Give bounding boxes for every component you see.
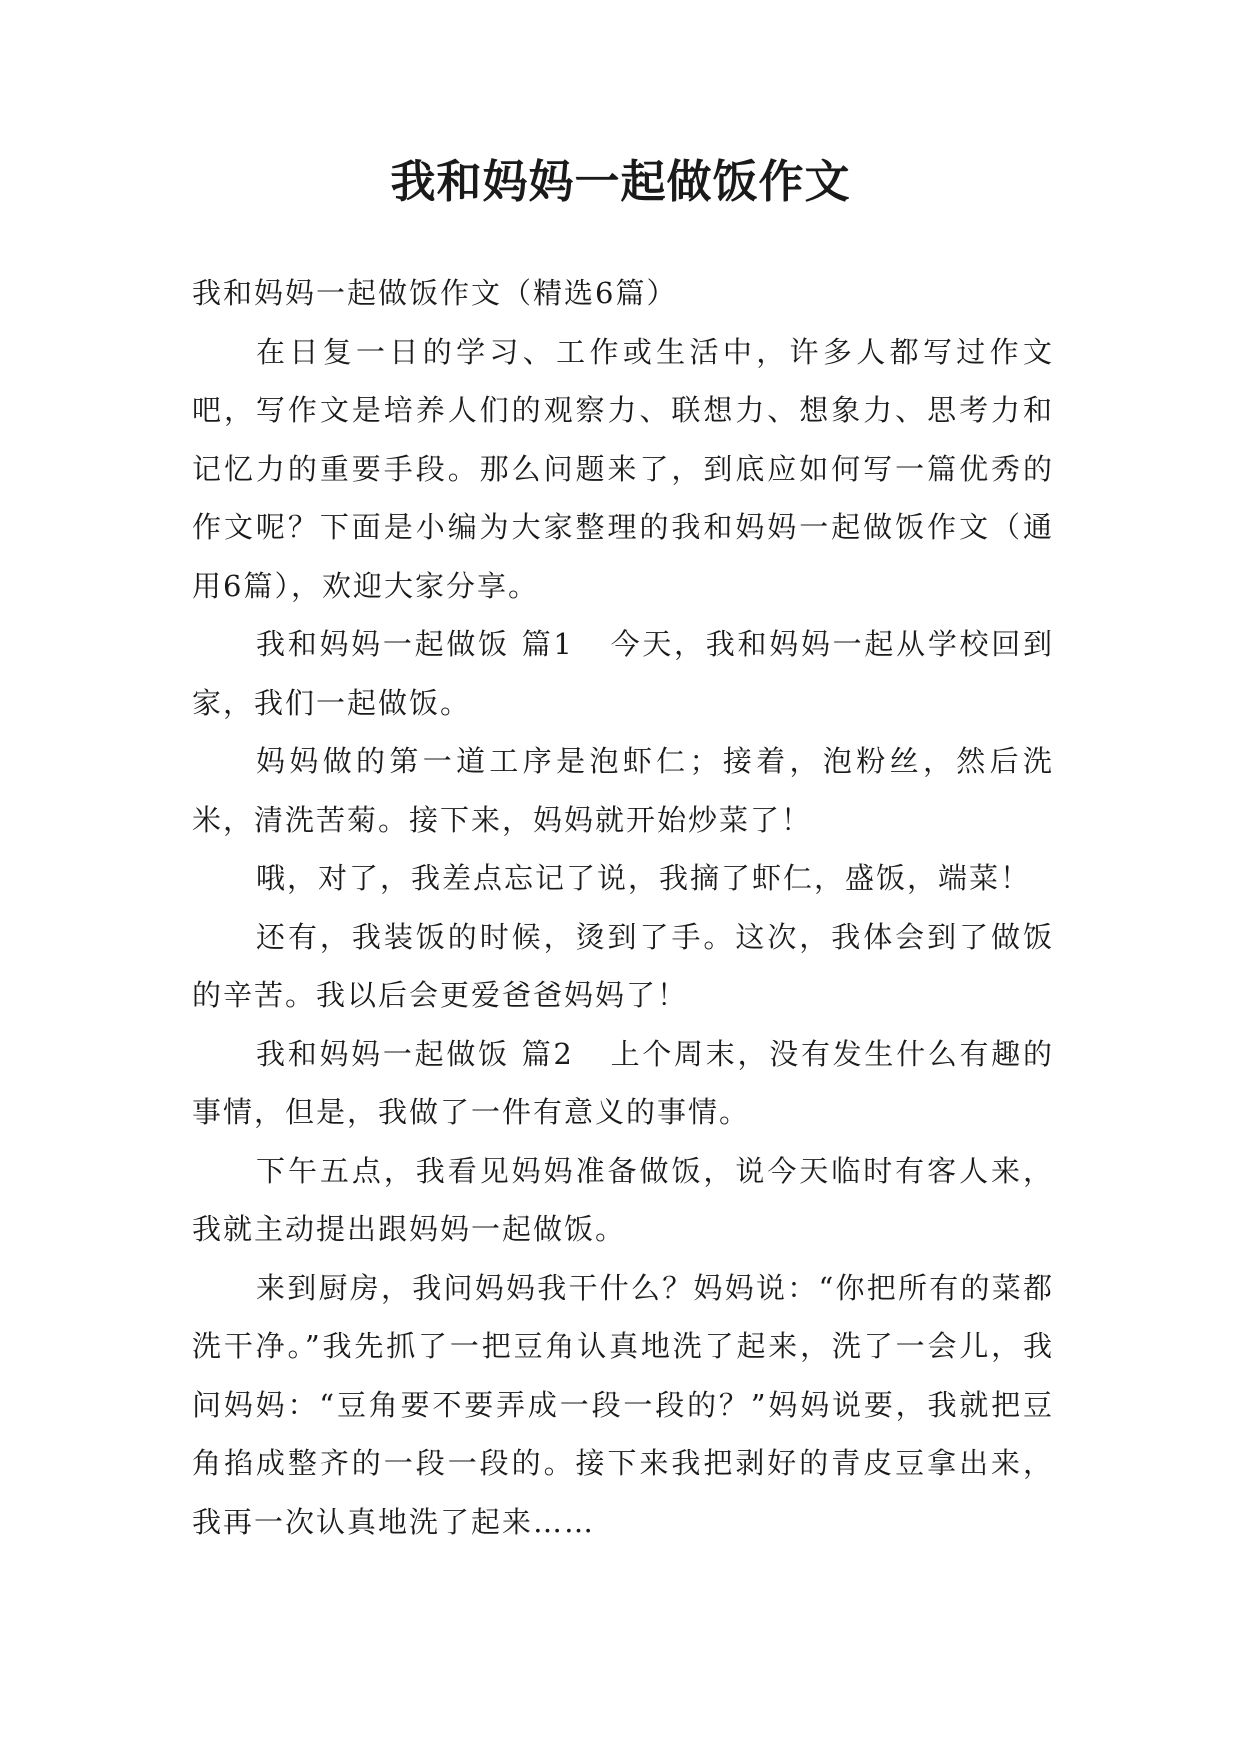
article-2-paragraph: 下午五点，我看见妈妈准备做饭，说今天临时有客人来，我就主动提出跟妈妈一起做饭。	[192, 1153, 1054, 1246]
document-title: 我和妈妈一起做饭作文	[390, 155, 851, 208]
article-1-paragraph: 还有，我装饭的时候，烫到了手。这次，我体会到了做饭的辛苦。我以后会更爱爸爸妈妈了！	[192, 919, 1054, 1012]
article-1-paragraph: 哦，对了，我差点忘记了说，我摘了虾仁，盛饭，端菜！	[256, 861, 1032, 895]
article-1-heading: 我和妈妈一起做饭 篇1	[256, 627, 574, 661]
article-2-heading: 我和妈妈一起做饭 篇2	[256, 1036, 574, 1071]
article-2-first-sentence: 上个周末，没有发生什么有趣的事情，但是，我做了一件有意义的事情。	[192, 1036, 1054, 1129]
article-1-first-sentence: 今天，我和妈妈一起从学校回到家，我们一起做饭。	[192, 627, 1054, 720]
article-1-paragraph: 妈妈做的第一道工序是泡虾仁；接着，泡粉丝，然后洗米，清洗苦菊。接下来，妈妈就开始炒菜了！	[192, 744, 1054, 837]
intro-paragraph: 在日复一日的学习、工作或生活中，许多人都写过作文吧，写作文是培养人们的观察力、联想力、想象力、思考力和记忆力的重要手段。那么问题来了，到底应如何写一篇优秀的作文呢？下面是小编为大家整理的我和妈妈一起做饭作文（通用6篇），欢迎大家分享。	[192, 334, 1054, 603]
article-2-paragraph: 来到厨房，我问妈妈我干什么？妈妈说：“你把所有的菜都洗干净。”我先抓了一把豆角认真地洗了起来，洗了一会儿，我问妈妈：“豆角要不要弄成一段一段的？”妈妈说要，我就把豆角掐成整齐的一段一段的。接下来我把剥好的青皮豆拿出来，我再一次认真地洗了起来……	[192, 1270, 1054, 1539]
article-2-opening	[192, 1025, 1054, 1142]
document-body	[192, 264, 1054, 1551]
article-1-opening	[192, 615, 1054, 732]
document-subtitle: 我和妈妈一起做饭作文（精选6篇）	[192, 276, 678, 310]
